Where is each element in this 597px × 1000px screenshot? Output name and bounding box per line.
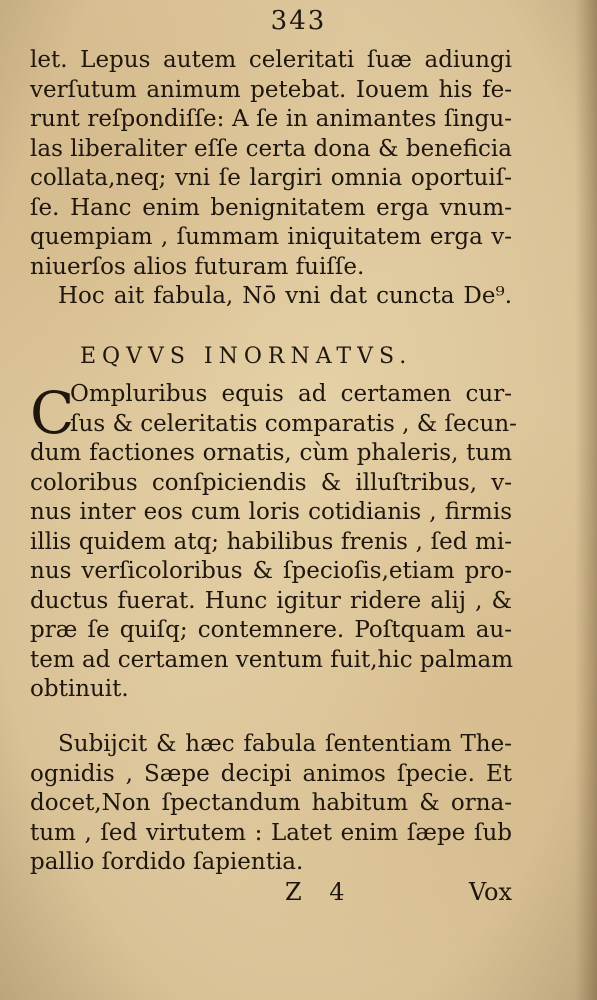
text-line: pallio ſordido ſapientia. [30, 849, 304, 875]
text-line: Subijcit & hæc fabula ſententiam The- [58, 731, 512, 757]
moral-line: Hoc ait fabula, Nō vni dat cuncta De⁹. [58, 283, 512, 309]
signature-mark: Z 4 [285, 878, 355, 906]
text-line: collata,neq; vni ſe largiri omnia oportuiſ- [30, 165, 512, 191]
text-line: ſe. Hanc enim benignitatem erga vnum- [30, 194, 512, 221]
text-line: Ompluribus equis ad certamen cur- [70, 381, 512, 407]
text-line: tum , ſed virtutem : Latet enim ſæpe ſub [30, 819, 512, 846]
text-line: nus inter eos cum loris cotidianis , firmis [30, 499, 512, 525]
page-edge-shadow [575, 0, 597, 1000]
drop-cap: C [30, 379, 75, 447]
text-line: tem ad certamen ventum fuit,hic palmam [30, 646, 514, 673]
text-line: ductus fuerat. Hunc igitur ridere alij , & [30, 587, 512, 614]
top-paragraph [30, 46, 512, 312]
text-line: præ ſe quiſq; contemnere. Poſtquam au- [30, 617, 512, 643]
text-line: dum factiones ornatis, cùm phaleris, tum [30, 440, 512, 466]
text-line: niuerſos alios futuram fuiſſe. [30, 253, 365, 280]
text-line: docet,Non ſpectandum habitum & orna- [30, 790, 512, 816]
moral-paragraph [30, 730, 512, 878]
text-line: verſutum animum petebat. Iouem his fe- [30, 76, 512, 103]
text-line: quempiam , ſummam iniquitatem erga v- [30, 224, 512, 250]
page-footer [30, 878, 512, 910]
text-line: obtinuit. [30, 676, 129, 702]
section-title: EQVVS INORNATVS. [80, 344, 413, 369]
page-number: 343 [270, 6, 327, 36]
fable-paragraph [30, 380, 517, 705]
catchword: Vox [468, 878, 512, 906]
text-line: ſus & celeritatis comparatis , & ſecun- [70, 410, 517, 437]
text-line: let. Lepus autem celeritati ſuæ adiungi [30, 47, 512, 73]
text-line: runt reſpondiſſe: A ſe in animantes ſingu- [30, 106, 512, 132]
text-line: las liberaliter eſſe certa dona & beneficia [30, 135, 512, 162]
text-line: coloribus conſpiciendis & illuſtribus, v- [30, 469, 512, 496]
text-line: illis quidem atq; habilibus frenis , ſed mi- [30, 528, 512, 555]
text-line: ognidis , Sæpe decipi animos ſpecie. Et [30, 760, 512, 787]
text-line: nus verſicoloribus & ſpecioſis,etiam pro- [30, 558, 512, 584]
